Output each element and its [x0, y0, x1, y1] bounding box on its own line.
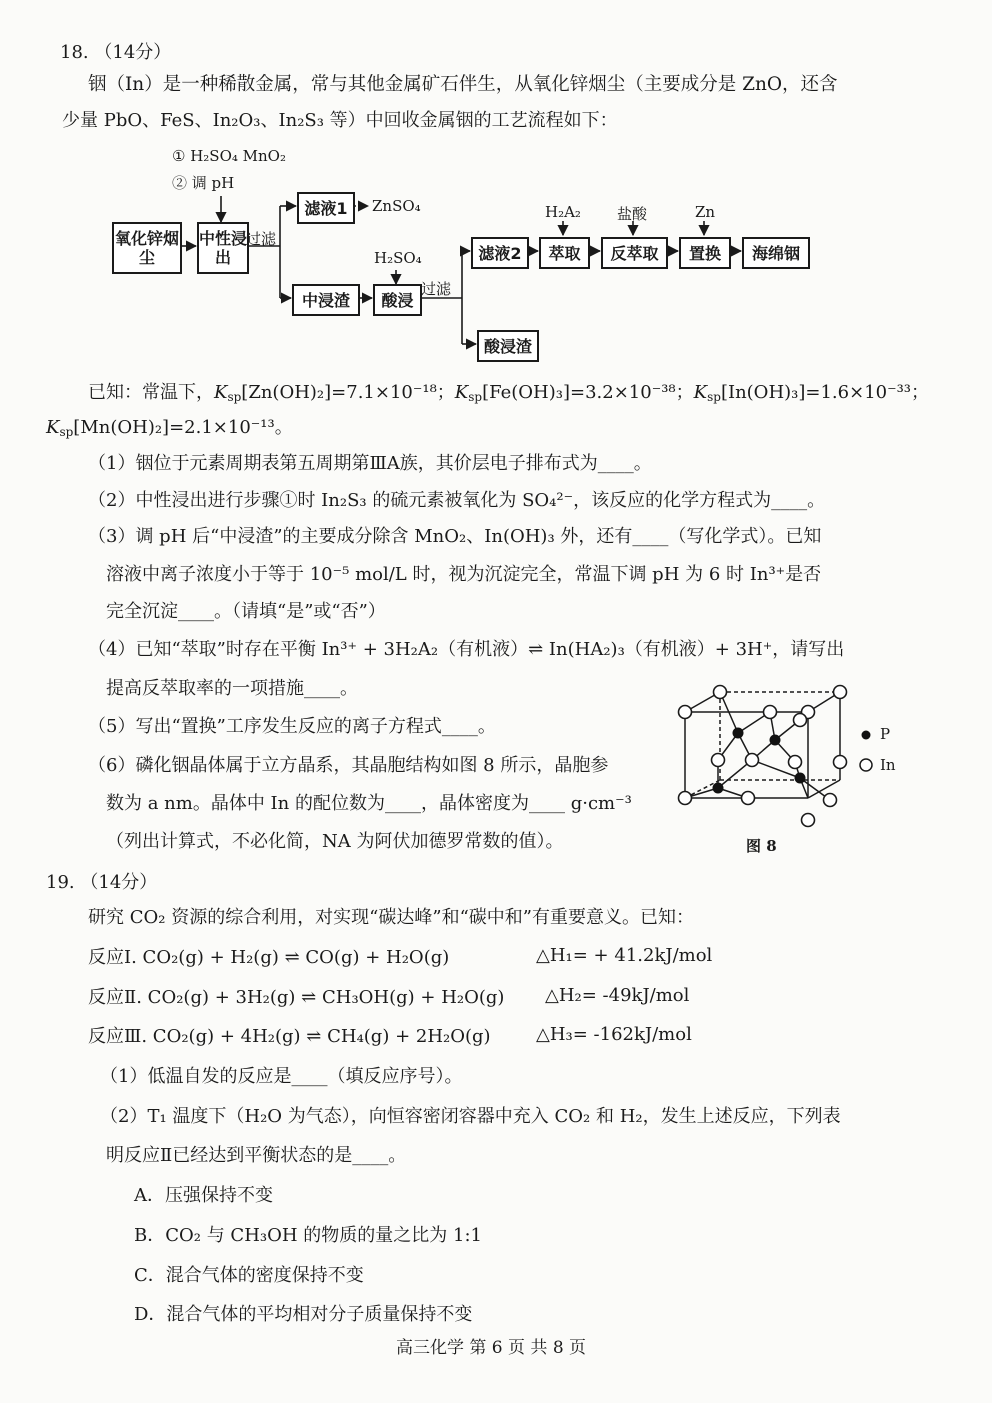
label-filter-2: 过滤: [421, 280, 452, 298]
box-back-extraction: 反萃取: [601, 237, 668, 269]
q19-number: 19. （14分）: [46, 872, 158, 893]
box-filtrate-2: 滤液2: [471, 237, 529, 269]
in-atom: [802, 814, 815, 827]
reaction-1: 反应Ⅰ. CO₂(g) + H₂(g) ⇌ CO(g) + H₂O(g): [88, 947, 450, 968]
box-acid-residue: 酸浸渣: [477, 330, 539, 362]
page-footer: 高三化学 第 6 页 共 8 页: [396, 1338, 587, 1358]
in-atom: [746, 754, 759, 767]
p-atom: [770, 735, 781, 746]
in-atom: [834, 756, 847, 769]
q18-sub6-line3: （列出计算式，不必化简，NA 为阿伏加德罗常数的值）。: [106, 831, 564, 852]
reaction-3-enthalpy: △H₃= -162kJ/mol: [536, 1024, 692, 1045]
ksp-known-line: 已知：常温下，$K_{sp}[Zn(OH)_2]=7.1\times 10^{-18}$；$K_{sp}[Fe(OH)_3]=3.2\times 10^{-38}$；$K_{sp}[In(OH)_3]=1.6\times 10^{-33}$；: [88, 382, 930, 404]
ksp-mn-line: $K_{sp}[Mn(OH)_2]=2.1\times 10^{-13}$。: [46, 417, 293, 439]
in-atom: [764, 706, 777, 719]
in-atom: [679, 792, 692, 805]
q18-sub4-line2: 提高反萃取率的一项措施____。: [106, 678, 358, 699]
q18-sub1: （1）铟位于元素周期表第五周期第ⅢA族，其价层电子排布式为____。: [88, 453, 652, 474]
reagent-h2so4-mno2: ① H₂SO₄ MnO₂: [172, 147, 286, 165]
legend-in-marker: [860, 759, 872, 771]
reagent-h2a2: H₂A₂: [545, 203, 581, 221]
q19-score: （14分）: [80, 872, 158, 893]
q18-score: （14分）: [94, 42, 172, 63]
box-replacement: 置换: [679, 237, 731, 269]
q18-intro-line2: 少量 PbO、FeS、In₂O₃、In₂S₃ 等）中回收金属铟的工艺流程如下：: [62, 110, 618, 131]
in-atom: [712, 754, 725, 767]
reaction-1-enthalpy: △H₁= + 41.2kJ/mol: [536, 945, 713, 966]
p-atom: [733, 728, 744, 739]
in-atom: [714, 686, 727, 699]
box-sponge-indium: 海绵铟: [742, 237, 810, 269]
q18-sub3-line1: （3）调 pH 后“中浸渣”的主要成分除含 MnO₂、In(OH)₃ 外，还有____（写化学式）。已知: [88, 526, 822, 547]
in-atom: [794, 714, 807, 727]
q18-sub6-line2: 数为 a nm。晶体中 In 的配位数为____，晶体密度为____ g·cm⁻³: [106, 793, 632, 814]
in-atom: [679, 706, 692, 719]
box-neutral-leach: 中性浸出: [197, 222, 249, 274]
in-atom: [824, 794, 837, 807]
q18-intro-line1: 铟（In）是一种稀散金属，常与其他金属矿石伴生，从氧化锌烟尘（主要成分是 ZnO，还含: [88, 74, 838, 95]
in-atom: [742, 792, 755, 805]
figure-8-caption: 图 8: [746, 837, 777, 855]
label-filter-1: 过滤: [246, 230, 277, 248]
reagent-zn: Zn: [695, 203, 716, 221]
legend-in-label: In: [880, 756, 896, 774]
q18-sub6-line1: （6）磷化铟晶体属于立方晶系，其晶胞结构如图 8 所示，晶胞参: [88, 755, 609, 776]
q19-sub2-line1: （2）T₁ 温度下（H₂O 为气态），向恒容密闭容器中充入 CO₂ 和 H₂，发生上述反应，下列表: [100, 1106, 841, 1127]
q18-sub4-line1: （4）已知“萃取”时存在平衡 In³⁺ + 3H₂A₂（有机液）⇌ In(HA₂)₃（有机液）+ 3H⁺，请写出: [88, 639, 845, 660]
option-a: A．压强保持不变: [134, 1185, 273, 1206]
q18-sub5: （5）写出“置换”工序发生反应的离子方程式____。: [88, 716, 496, 737]
product-znso4: ZnSO₄: [372, 197, 421, 215]
legend-p-label: P: [880, 725, 891, 743]
reaction-3: 反应Ⅲ. CO₂(g) + 4H₂(g) ⇌ CH₄(g) + 2H₂O(g): [88, 1026, 491, 1047]
option-d: D．混合气体的平均相对分子质量保持不变: [134, 1304, 473, 1325]
in-atom: [834, 686, 847, 699]
q18-sub2: （2）中性浸出进行步骤①时 In₂S₃ 的硫元素被氧化为 SO₄²⁻，该反应的化学方程式为____。: [88, 490, 826, 511]
reaction-2-enthalpy: △H₂= -49kJ/mol: [545, 985, 690, 1006]
box-extraction: 萃取: [539, 237, 590, 269]
q19-sub2-line2: 明反应Ⅱ已经达到平衡状态的是____。: [106, 1145, 407, 1166]
reaction-2: 反应Ⅱ. CO₂(g) + 3H₂(g) ⇌ CH₃OH(g) + H₂O(g): [88, 987, 505, 1008]
ksp-in-oh3: [In(OH)₃]=1.6×10⁻³³；: [720, 382, 930, 403]
ksp-fe-oh3: [Fe(OH)₃]=3.2×10⁻³⁸；: [482, 382, 694, 403]
p-atom: [795, 773, 806, 784]
box-zinc-oxide-dust: 氧化锌烟尘: [112, 222, 182, 274]
box-acid-leach: 酸浸: [373, 284, 422, 316]
legend-p-marker: [862, 731, 871, 740]
box-filtrate-1: 滤液1: [297, 192, 355, 224]
ksp-zn-oh2: [Zn(OH)₂]=7.1×10⁻¹⁸；: [241, 382, 455, 403]
p-atom: [713, 783, 724, 794]
q18-sub3-line2: 溶液中离子浓度小于等于 10⁻⁵ mol/L 时，视为沉淀完全，常温下调 pH 为 6 时 In³⁺是否: [106, 564, 822, 585]
q18-sub3-line3: 完全沉淀____。（请填“是”或“否”）: [106, 601, 386, 622]
option-c: C．混合气体的密度保持不变: [134, 1265, 364, 1286]
reagent-h2so4: H₂SO₄: [374, 249, 422, 267]
option-b: B．CO₂ 与 CH₃OH 的物质的量之比为 1:1: [134, 1225, 482, 1246]
q19-intro: 研究 CO₂ 资源的综合利用，对实现“碳达峰”和“碳中和”有重要意义。已知：: [88, 907, 694, 928]
reagent-adjust-ph: ② 调 pH: [172, 174, 235, 192]
box-neutral-residue: 中浸渣: [292, 284, 360, 316]
q18-number: 18. （14分）: [60, 42, 172, 63]
reagent-hydrochloric-acid: 盐酸: [617, 205, 648, 223]
in-atom: [789, 756, 802, 769]
q19-sub1: （1）低温自发的反应是____（填反应序号）。: [100, 1066, 463, 1087]
